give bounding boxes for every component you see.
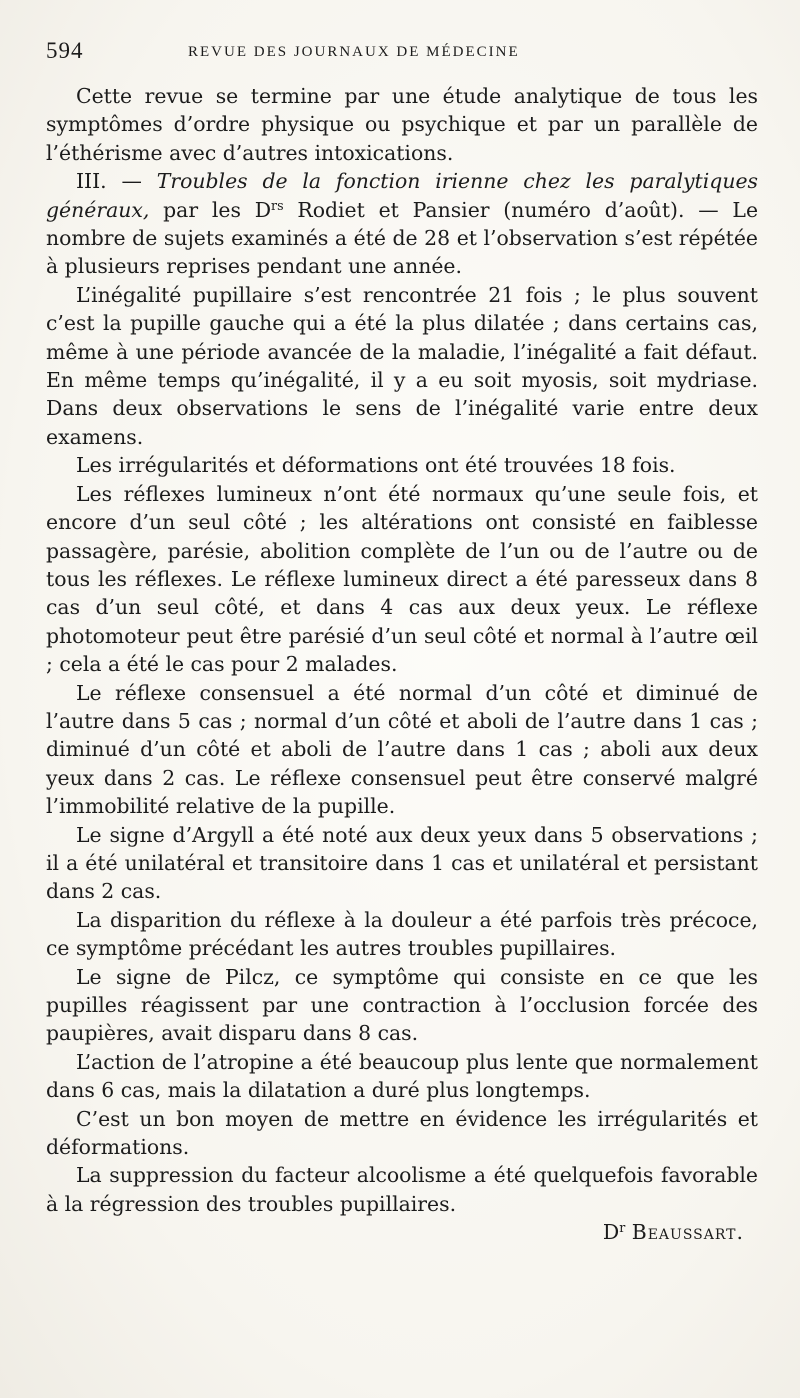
article-body [46,82,758,1218]
paragraph: Les irrégularités et déformations ont été trouvées 18 fois. [76,453,676,478]
paragraph: Le réflexe consensuel a été normal d’un côté et diminué de l’autre dans 5 cas ; normal d’un côté et aboli de l’autre dans 1 cas ; diminué d’un côté et aboli de l’autre dans 1 cas ; aboli aux deux yeux dans 2 cas. Le réflexe consensuel peut être conservé malgré l’immobilité relative de la pupille. [46,680,758,819]
paragraph-continuation: Le nombre de sujets examinés a été de 28 et l’observation s’est répétée à plusieurs reprises pendant une année. [46,197,759,279]
signature-superscript: r [619,1220,626,1236]
dash: — [121,169,142,194]
section-heading-paragraph [46,167,758,281]
section-authors: Rodiet et Pansier (numéro d’août). [297,197,685,222]
signature-prefix: D [602,1220,620,1245]
running-head [46,38,758,82]
paragraph: Cette revue se termine par une étude analytique de tous les symptômes d’ordre physique ou psychique et par un parallèle de l’éthérisme avec d’autres intoxications. [46,84,758,165]
section-title: Troubles de la fonction irienne chez les paralytiques généraux, [46,169,758,222]
paragraph: L’action de l’atropine a été beaucoup plus lente que normalement dans 6 cas, mais la dilatation a duré plus longtemps. [46,1049,758,1103]
paragraph: Le signe d’Argyll a été noté aux deux yeux dans 5 observations ; il a été unilatéral et transitoire dans 1 cas et unilatéral et persistant dans 2 cas. [46,822,758,904]
section-numeral: III. [76,169,107,194]
byline-prefix: par les D [163,197,272,222]
page-number: 594 [46,38,84,63]
paragraph: C’est un bon moyen de mettre en évidence les irrégularités et déformations. [46,1106,758,1160]
signature-name: Beaussart. [631,1220,744,1245]
paragraph: L’inégalité pupillaire s’est rencontrée 21 fois ; le plus souvent c’est la pupille gauche qui a été la plus dilatée ; dans certains cas, même à une période avancée de la maladie, l’inégalité a fait défaut. En même temps qu’inégalité, il y a eu soit myosis, soit mydriase. Dans deux observations le sens de l’inégalité varie entre deux examens. [46,282,758,449]
paragraph: La suppression du facteur alcoolisme a été quelquefois favorable à la régression des troubles pupillaires. [46,1163,758,1216]
journal-title: REVUE DES JOURNAUX DE MÉDECINE [188,44,520,60]
page [46,38,758,1247]
byline-superscript: rs [271,197,284,213]
paragraph: La disparition du réflexe à la douleur a été parfois très précoce, ce symptôme précédant les autres troubles pupillaires. [46,907,758,961]
paragraph: Les réflexes lumineux n’ont été normaux qu’une seule fois, et encore d’un seul côté ; les altérations ont consisté en faiblesse passagère, parésie, abolition complète de l’un ou de l’autre ou de tous les réflexes. Le réflexe lumineux direct a été paresseux dans 8 cas d’un seul côté, et dans 4 cas aux deux yeux. Le réflexe photomoteur peut être parésié d’un seul côté et normal à l’autre œil ; cela a été le cas pour 2 malades. [46,481,758,677]
dash: — [698,197,719,222]
paragraph: Le signe de Pilcz, ce symptôme qui consiste en ce que les pupilles réagissent par une contraction à l’occlusion forcée des paupières, avait disparu dans 8 cas. [46,964,758,1046]
signature [46,1218,758,1246]
